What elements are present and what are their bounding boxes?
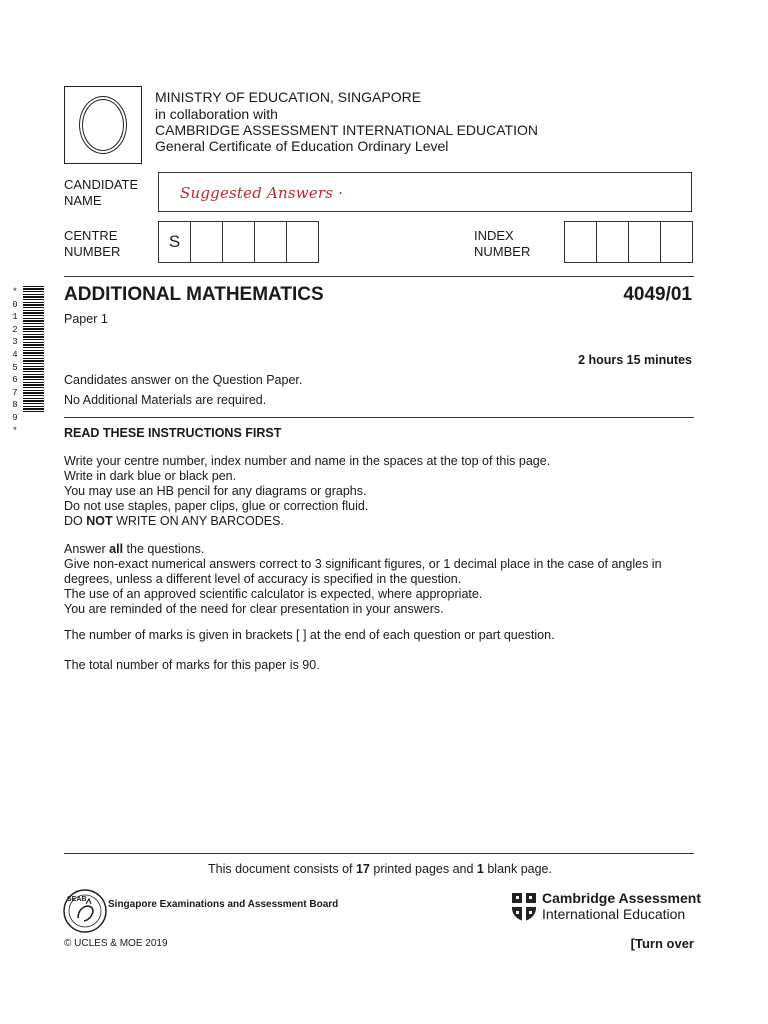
cambridge-shield-icon (511, 892, 537, 922)
barcode-instruction: DO NOT WRITE ON ANY BARCODES. (64, 514, 284, 528)
instruction-line: Write in dark blue or black pen. (64, 469, 237, 483)
o-level-letter-text (79, 96, 127, 154)
cambridge-line: CAMBRIDGE ASSESSMENT INTERNATIONAL EDUCATION (155, 122, 538, 138)
index-number-cell[interactable] (565, 222, 597, 262)
centre-number-cell[interactable] (255, 222, 287, 262)
index-number-cell[interactable] (629, 222, 661, 262)
answer-note: Candidates answer on the Question Paper. (64, 373, 303, 387)
index-number-cell[interactable] (597, 222, 629, 262)
instruction-line: The use of an approved scientific calculator is expected, where appropriate. (64, 587, 483, 601)
turn-over: [Turn over (630, 936, 694, 951)
centre-number-cell[interactable] (287, 222, 318, 262)
instruction-line: Write your centre number, index number and name in the spaces at the top of this page. (64, 454, 551, 468)
centre-number-cell[interactable] (191, 222, 223, 262)
index-number-cell[interactable] (661, 222, 692, 262)
answer-all-instruction: Answer all the questions. (64, 542, 205, 556)
instruction-line: You may use an HB pencil for any diagrams or graphs. (64, 484, 367, 498)
page-count-note: This document consists of 17 printed pages and 1 blank page. (208, 862, 552, 876)
copyright: © UCLES & MOE 2019 (64, 938, 168, 949)
divider-footer (64, 853, 694, 854)
level-line: General Certificate of Education Ordinary Level (155, 138, 449, 154)
instruction-line: You are reminded of the need for clear presentation in your answers. (64, 602, 444, 616)
collaboration-line: in collaboration with (155, 106, 278, 122)
divider-middle (64, 417, 694, 418)
seab-name: Singapore Examinations and Assessment Board (108, 899, 339, 910)
index-number-label: INDEX NUMBER (474, 228, 531, 259)
instructions-block-2 (64, 542, 696, 617)
cambridge-name: Cambridge Assessment International Education (542, 890, 701, 922)
paper-number: Paper 1 (64, 312, 108, 326)
centre-number-label: CENTRE NUMBER (64, 228, 121, 259)
total-marks-note: The total number of marks for this paper is 90. (64, 658, 320, 672)
instructions-block-1 (64, 454, 696, 529)
centre-number-cell[interactable]: S (159, 222, 191, 262)
ministry-line: MINISTRY OF EDUCATION, SINGAPORE (155, 89, 422, 105)
seab-logo-text: SEAB (67, 896, 87, 903)
index-number-field[interactable] (564, 221, 693, 263)
divider-top (64, 276, 694, 277)
instruction-line: degrees, unless a different level of accuracy is specified in the question. (64, 572, 462, 586)
instruction-line: Give non-exact numerical answers correct to 3 significant figures, or 1 decimal place in the case of angles in (64, 557, 662, 571)
paper-code: 4049/01 (623, 284, 692, 305)
subject-title: ADDITIONAL MATHEMATICS (64, 284, 324, 305)
centre-number-field[interactable] (158, 221, 319, 263)
centre-number-cell[interactable] (223, 222, 255, 262)
marks-note: The number of marks is given in brackets [ ] at the end of each question or part question. (64, 628, 555, 642)
materials-note: No Additional Materials are required. (64, 393, 267, 407)
candidate-name-value: Suggested Answers · (180, 184, 344, 202)
barcode-digits: *0123456789* (12, 287, 18, 436)
duration: 2 hours 15 minutes (578, 353, 692, 367)
candidate-name-label: CANDIDATE NAME (64, 177, 139, 208)
seab-logo-icon (62, 888, 108, 934)
instruction-line: Do not use staples, paper clips, glue or correction fluid. (64, 499, 369, 513)
instructions-heading: READ THESE INSTRUCTIONS FIRST (64, 426, 282, 440)
barcode (23, 286, 44, 412)
